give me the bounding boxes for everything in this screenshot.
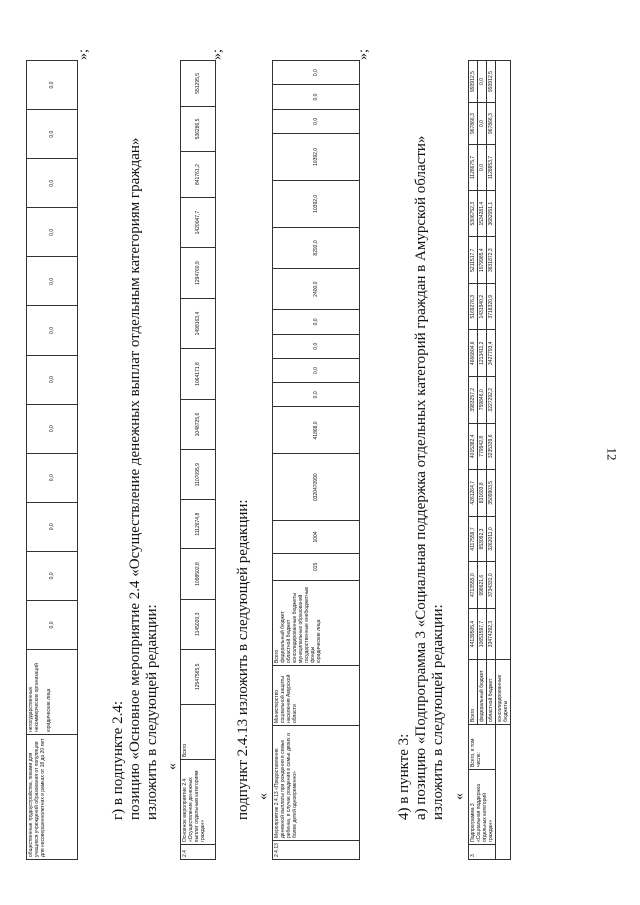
value-cell: 841761,2	[181, 152, 216, 198]
value-cell: 0,0	[27, 551, 78, 600]
value-cell: 0,0	[27, 600, 78, 649]
value-cell: 2400,0	[273, 269, 360, 310]
value-cell: 4261264,7	[469, 470, 478, 517]
value-cell: 0,0	[273, 85, 360, 109]
value-cell: 1420047,7	[181, 197, 216, 247]
value-cell: 10392,0	[273, 180, 360, 227]
value-cell: 536286,5	[181, 106, 216, 152]
value-cell: 1048725,6	[181, 399, 216, 449]
page-number: 12	[604, 447, 620, 461]
value-cell: 1431940,2	[478, 283, 487, 330]
value-cell: 3983257,2	[469, 377, 478, 424]
source-label: государственные внебюджетные фонды	[304, 586, 316, 663]
section-4	[396, 136, 447, 820]
value-cell: 779942,8	[478, 423, 487, 470]
code-cell: 0320470990	[273, 454, 360, 521]
code-cell: 1004	[273, 521, 360, 554]
source-label: юридические лица	[316, 619, 322, 663]
sources	[273, 581, 360, 666]
value-cell: 0,0	[27, 404, 78, 453]
spacer	[496, 725, 511, 860]
value-cell: 0,0	[27, 355, 78, 404]
value-cell: 0,0	[27, 208, 78, 257]
end-mark: »;	[356, 49, 371, 60]
value-cell: 853092,3	[478, 516, 487, 562]
value-cell: 0,0	[27, 453, 78, 502]
source-label: консолидированные бюджеты муниципальных образований	[292, 593, 304, 663]
value-cell: 0,0	[478, 145, 487, 191]
value-cell: 1498163,4	[181, 298, 216, 348]
source-label: Всего	[274, 649, 280, 663]
value-cell: 967866,3	[487, 103, 496, 145]
value-cell: 1112674,8	[181, 500, 216, 549]
value-cell: 0,0	[27, 110, 78, 159]
value-cell: 3235339,6	[487, 423, 496, 470]
value-cell: 1128853,7	[487, 145, 496, 191]
source-label: консолидированные бюджеты	[496, 660, 511, 725]
section-4-line3: изложить в следующей редакции:	[430, 604, 446, 820]
value-cell: 1064171,8	[181, 349, 216, 399]
value-cell: 0,0	[27, 257, 78, 306]
value-cell: 0,0	[273, 61, 360, 85]
section-2-4-13-line1: подпункт 2.4.13 изложить в следующей редакции:	[235, 499, 251, 820]
value-cell: 1213411,2	[478, 330, 487, 377]
value-cell: 10651597,7	[478, 608, 487, 659]
value-cell: 967866,3	[469, 103, 478, 145]
section-4-table	[468, 60, 511, 860]
value-cell: 551295,5	[181, 61, 216, 107]
row-num: 2.4	[181, 845, 216, 860]
value-cell: 3734331,0	[487, 562, 496, 609]
row-num: 3	[469, 845, 496, 860]
value-cell: 3427793,4	[487, 330, 496, 377]
section-g-table	[180, 60, 216, 860]
value-cell: 1107095,9	[181, 450, 216, 500]
section-g-line3: изложить в следующей редакции:	[144, 604, 160, 820]
section-2-4-13-table	[272, 60, 360, 860]
value-cell: 3682051,1	[487, 190, 496, 237]
value-cell: 10392,0	[273, 133, 360, 180]
value-cell: 5211517,7	[469, 237, 478, 284]
value-cell: 0,0	[273, 358, 360, 382]
value-cell: 4015382,4	[469, 423, 478, 470]
open-quote: «	[452, 793, 467, 800]
value-cell: 759846,0	[478, 377, 487, 424]
value-cell: 4713555,0	[469, 562, 478, 609]
value-cell: 0,0	[478, 61, 487, 103]
top-table-desc: общественные трудоустройства, пиками для учащихся учреждений образования от популяции для несовершеннолетних в рамках от 18 до 20 лет	[27, 735, 78, 860]
open-quote: «	[256, 793, 271, 800]
row-name: Мероприятие 2.4.13 «Предоставление денежной выплаты при рождении в семье ребенка, в случае рождения в семье двоих и более детей одновременно»	[273, 726, 360, 841]
value-cell: 1128675,7	[469, 145, 478, 191]
rotated-landscape-page	[20, 20, 620, 880]
value-cell: 831603,8	[478, 470, 487, 517]
value-cell: 8292,0	[273, 227, 360, 268]
value-cell: 1534281,4	[478, 190, 487, 237]
value-cell: 3262011,0	[487, 516, 496, 562]
value-cell: 33474292,3	[487, 608, 496, 659]
section-4-line2: а) позицию «Подпрограмма 3 «Социальная поддержка отдельных категорий граждан в Амурской области»	[413, 135, 429, 820]
source-label: Всего	[469, 660, 478, 725]
row-num: 2.4.13	[273, 841, 360, 860]
value-cell: 0,0	[273, 334, 360, 358]
value-cell: 41868,0	[273, 407, 360, 454]
value-cell: 3718320,9	[487, 283, 496, 330]
end-mark: »;	[210, 49, 225, 60]
row-total: Всего, в том числе:	[469, 725, 496, 770]
section-2-4-13	[235, 499, 252, 820]
executor: Министерство социальной защиты населения Амурской области	[273, 666, 360, 726]
value-cell: 1098502,8	[181, 549, 216, 599]
row-total-label: Всего	[181, 705, 216, 760]
value-cell: 0,0	[27, 61, 78, 110]
source-label: федеральный бюджет	[478, 660, 487, 725]
section-g	[110, 138, 161, 820]
value-cell: 4666804,6	[469, 330, 478, 377]
source-label: федеральный бюджет	[280, 611, 286, 663]
value-cell: 998621,6	[478, 562, 487, 609]
value-cell: 0,0	[27, 159, 78, 208]
top-table	[26, 60, 78, 860]
code-cell: 015	[273, 553, 360, 580]
value-cell: 0,0	[273, 383, 360, 407]
row-name: Подпрограмма 3 «Социальная поддержка отдельных категорий граждан»	[469, 770, 496, 845]
spacer	[496, 61, 511, 660]
end-mark: »;	[76, 49, 91, 60]
section-4-line1: 4) в пункте 3:	[396, 733, 412, 820]
value-cell: 5169276,3	[469, 283, 478, 330]
source-label: областной бюджет	[286, 619, 292, 663]
section-g-line2: позицию «Основное мероприятие 2.4 «Осуществление денежных выплат отдельным категориям граждан»	[127, 137, 143, 820]
value-cell: 993912,5	[469, 61, 478, 103]
value-cell: 993912,5	[487, 61, 496, 103]
value-cell: 0,0	[273, 310, 360, 334]
value-cell: 5306752,3	[469, 190, 478, 237]
value-cell: 0,0	[27, 502, 78, 551]
top-table-org: негосударственных некоммерческих организаций юридические лица	[27, 650, 78, 735]
value-cell: 1294760,9	[181, 248, 216, 298]
value-cell: 0,0	[27, 306, 78, 355]
open-quote: «	[165, 763, 180, 770]
value-cell: 12547565,5	[181, 649, 216, 704]
value-cell: 1145020,3	[181, 599, 216, 649]
value-cell: 1579985,4	[478, 237, 487, 284]
value-cell: 3227292,2	[487, 377, 496, 424]
value-cell: 3631872,3	[487, 237, 496, 284]
value-cell: 0,0	[478, 103, 487, 145]
row-name: Основное мероприятие 2.4 «Осуществление денежных выплат отдельным категориям граждан»	[181, 760, 216, 845]
section-g-line1: г) в подпункте 2.4:	[110, 701, 126, 820]
value-cell: 44139505,4	[469, 608, 478, 659]
value-cell: 0,0	[273, 109, 360, 133]
value-cell: 4117559,7	[469, 516, 478, 562]
value-cell: 3509903,5	[487, 470, 496, 517]
source-label: областной бюджет	[487, 660, 496, 725]
